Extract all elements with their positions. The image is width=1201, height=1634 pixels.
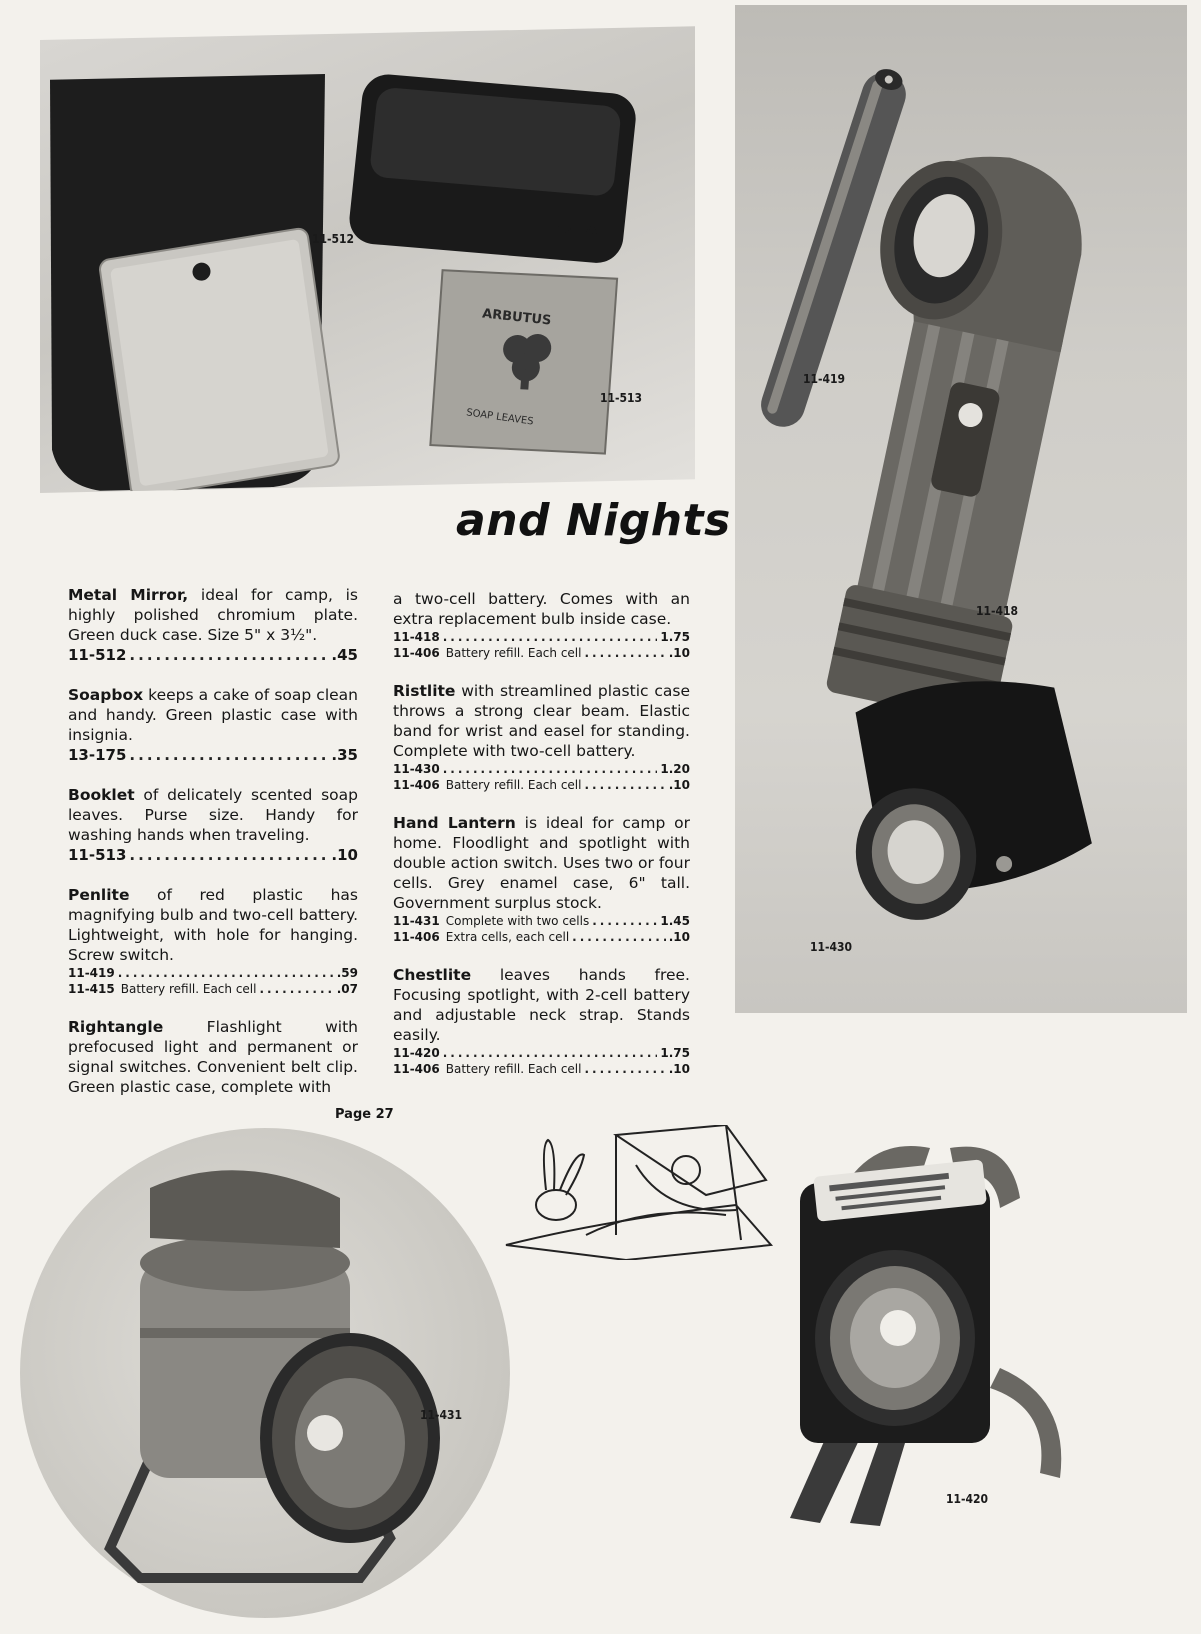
page-number: Page 27	[335, 1107, 394, 1122]
price-row	[68, 981, 358, 997]
product-description: of delicately scented soap leaves. Purse size. Handy for washing hands when traveling.	[68, 786, 358, 844]
product-description: Flashlight with prefocused light and permanent or signal switches. Convenient belt clip. Green plastic case, complete with	[68, 1018, 358, 1096]
price-row	[393, 929, 690, 945]
price-row	[393, 1061, 690, 1077]
item-code: 13-175	[68, 746, 127, 764]
item-code: 11-420	[393, 1046, 440, 1060]
product-name: Soapbox	[68, 686, 144, 704]
leader-dots	[572, 929, 666, 945]
leader-dots	[443, 1045, 658, 1061]
product-description: keeps a cake of soap clean and handy. Green plastic case with insignia.	[68, 686, 358, 744]
label-ristlite: 11-430	[810, 940, 853, 954]
label-rightangle: 11-418	[976, 604, 1019, 618]
booklet-brand: ARBUTUS	[481, 306, 552, 329]
product-name: Penlite	[68, 886, 130, 904]
hand-lantern-illustration	[20, 1128, 510, 1618]
leader-dots	[584, 777, 665, 793]
label-soapbox: 13-175	[557, 223, 600, 237]
item-note: Battery refill. Each cell	[445, 646, 582, 660]
item-note: Battery refill. Each cell	[445, 1062, 582, 1076]
booklet-subtitle: SOAP LEAVES	[465, 407, 535, 428]
leader-dots	[584, 645, 665, 661]
price-row	[393, 761, 690, 777]
item-note: Battery refill. Each cell	[445, 778, 582, 792]
item-price: .10	[668, 646, 690, 660]
item-price: .07	[336, 982, 358, 996]
leader-dots	[129, 845, 328, 865]
price-row	[68, 965, 358, 981]
product-description: leaves hands free. Focusing spotlight, with 2-cell battery and adjustable neck strap. Stands easily.	[393, 966, 690, 1044]
photo-toiletries	[40, 26, 695, 493]
item-code: 11-513	[68, 846, 127, 864]
item-code: 11-406	[393, 1062, 440, 1076]
item-price: 1.75	[660, 1046, 690, 1060]
item-code: 11-431	[393, 914, 440, 928]
product-name: Rightangle	[68, 1018, 164, 1036]
product-description: a two-cell battery. Comes with an extra replacement bulb inside case.	[393, 590, 690, 628]
label-penlite: 11-419	[803, 372, 846, 386]
product-entry	[68, 785, 358, 865]
label-chestlite: 11-420	[946, 1492, 989, 1506]
price-row	[393, 645, 690, 661]
item-price: .10	[668, 778, 690, 792]
cartoon-illustration	[486, 1125, 786, 1260]
product-name: Chestlite	[393, 966, 472, 984]
product-entry	[68, 1017, 358, 1097]
product-description: is ideal for camp or home. Floodlight and spotlight with double action switch. Uses two or four cells. Grey enamel case, 6" tall. Government surplus stock.	[393, 814, 690, 912]
product-entry	[393, 813, 690, 945]
item-code: 11-419	[68, 966, 115, 980]
product-entry	[68, 885, 358, 997]
item-price: .35	[331, 746, 358, 764]
leader-dots	[592, 913, 657, 929]
item-code: 11-512	[68, 646, 127, 664]
price-row	[68, 845, 358, 865]
headline: and Nights	[456, 495, 731, 546]
photo-flashlights	[735, 5, 1187, 1013]
chestlite-illustration	[770, 1138, 1090, 1528]
product-name: Booklet	[68, 786, 135, 804]
price-row	[68, 645, 358, 665]
item-price: .10	[668, 930, 690, 944]
product-description: ideal for camp, is highly polished chromium plate. Green duck case. Size 5" x 3½".	[68, 586, 358, 644]
flashlights-illustration	[735, 5, 1187, 1013]
product-name: Ristlite	[393, 682, 456, 700]
product-entry	[68, 585, 358, 665]
product-entry	[393, 965, 690, 1077]
product-entry	[68, 685, 358, 765]
photo-hand-lantern	[20, 1128, 510, 1618]
price-row	[393, 913, 690, 929]
item-note: Complete with two cells	[445, 914, 590, 928]
item-code: 11-406	[393, 930, 440, 944]
item-price: .10	[331, 846, 358, 864]
leader-dots	[443, 629, 658, 645]
item-price: 1.75	[660, 630, 690, 644]
item-price: .59	[336, 966, 358, 980]
item-note: Extra cells, each cell	[445, 930, 570, 944]
leader-dots	[259, 981, 333, 997]
price-row	[68, 745, 358, 765]
sleeping-bag-cartoon	[486, 1125, 786, 1260]
item-code: 11-406	[393, 646, 440, 660]
label-hand-lantern: 11-431	[420, 1408, 463, 1422]
product-name: Metal Mirror,	[68, 586, 189, 604]
label-mirror: 11-512	[312, 232, 355, 246]
product-entry	[393, 589, 690, 661]
item-price: 1.45	[660, 914, 690, 928]
left-column	[68, 585, 358, 1117]
item-price: .10	[668, 1062, 690, 1076]
leader-dots	[443, 761, 658, 777]
product-name: Hand Lantern	[393, 814, 516, 832]
leader-dots	[129, 645, 328, 665]
leader-dots	[129, 745, 328, 765]
product-description: of red plastic has magnifying bulb and two-cell battery. Lightweight, with hole for hanging. Screw switch.	[68, 886, 358, 964]
item-code: 11-406	[393, 778, 440, 792]
item-code: 11-415	[68, 982, 115, 996]
toiletries-illustration	[40, 26, 695, 493]
price-row	[393, 629, 690, 645]
leader-dots	[118, 965, 334, 981]
item-price: 1.20	[660, 762, 690, 776]
price-row	[393, 777, 690, 793]
leader-dots	[584, 1061, 665, 1077]
product-entry	[393, 681, 690, 793]
product-description: with streamlined plastic case throws a strong clear beam. Elastic band for wrist and easel for standing. Complete with two-cell battery.	[393, 682, 690, 760]
right-column	[393, 589, 690, 1097]
photo-chestlite	[770, 1138, 1090, 1528]
item-price: .45	[331, 646, 358, 664]
item-code: 11-418	[393, 630, 440, 644]
item-note: Battery refill. Each cell	[120, 982, 257, 996]
item-code: 11-430	[393, 762, 440, 776]
price-row	[393, 1045, 690, 1061]
label-soap-booklet: 11-513	[600, 391, 643, 405]
